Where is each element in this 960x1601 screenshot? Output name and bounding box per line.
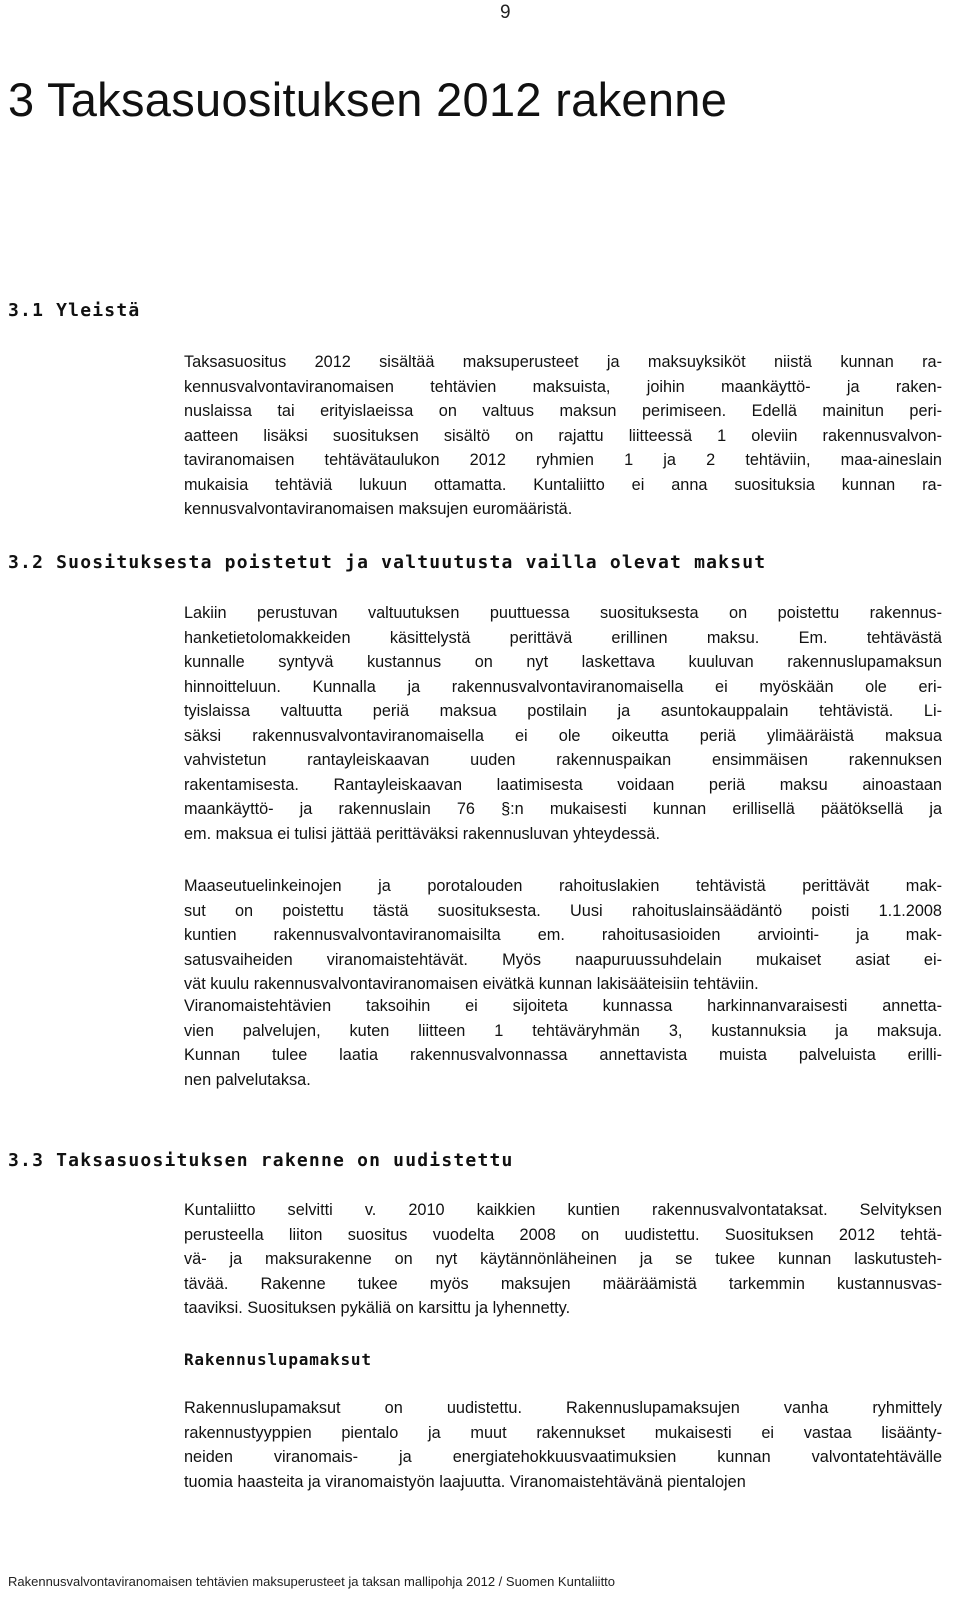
paragraph-line: Rakennuslupamaksut on uudistettu. Rakennuslupamaksujen vanha ryhmittely [184,1399,942,1417]
paragraph-line: em. maksua ei tulisi jättää perittäväksi rakennusluvan yhteydessä. [184,824,661,843]
paragraph-line: rakennustyyppien pientalo ja muut rakennukset mukaisesti ei vastaa lisäänty- [184,1423,942,1442]
paragraph-line: kunnalle syntyvä kustannus on nyt laskettava kuuluvan rakennuslupamaksun [184,653,942,671]
paragraph-line: tuomia haasteita ja viranomaistyön laajuutta. Viranomaistehtävänä pientalojen [184,1472,746,1491]
paragraph-line: rakentamisesta. Rantayleiskaavan laatimisesta voidaan periä maksu ainoastaan [184,775,942,794]
paragraph-line: hanketietolomakkeiden käsittelystä perittävä erillinen maksu. Em. tehtävästä [184,628,942,647]
paragraph-line: tyislaissa valtuutta periä maksua postilain ja asuntokauppalain tehtävistä. Li- [184,702,942,720]
paragraph-line: maankäyttö- ja rakennuslain 76 §:n mukaisesti kunnan erillisellä päätöksellä ja [184,800,942,818]
paragraph-line: vien palvelujen, kuten liitteen 1 tehtäväryhmän 3, kustannuksia ja maksuja. [184,1021,942,1040]
paragraph-line: perusteella liiton suositus vuodelta 2008 on uudistettu. Suosituksen 2012 tehtä- [184,1225,942,1244]
paragraph-line: Taksasuositus 2012 sisältää maksuperusteet ja maksuyksiköt niistä kunnan ra- [184,353,942,371]
page-title: 3 Taksasuosituksen 2012 rakenne [8,73,728,126]
paragraph [184,1396,942,1494]
paragraph-line: Kunnan tulee laatia rakennusvalvonnassa annettavista muista palveluista erilli- [184,1046,942,1064]
paragraph-line: tävää. Rakenne tukee myös maksujen määräämistä tarkemmin kustannusvas- [184,1274,942,1293]
paragraph-line: Viranomaistehtävien taksoihin ei sijoiteta kunnassa harkinnanvaraisesti annetta- [184,997,942,1015]
paragraph-line: aatteen lisäksi suosituksen sisältö on rajattu liitteessä 1 oleviin rakennusvalvon- [184,426,942,445]
page-number: 9 [500,2,511,23]
paragraph-line: nuslaissa tai erityislaeissa on valtuus maksun perimiseen. Edellä mainitun peri- [184,402,942,420]
paragraph-line: Kuntaliitto selvitti v. 2010 kaikkien kuntien rakennusvalvontataksat. Selvityksen [184,1201,942,1219]
paragraph-line: vät kuulu rakennusvalvontaviranomaisen eivätkä kunnan lakisääteisiin tehtäviin. [184,975,759,993]
paragraph-line: kuntien rakennusvalvontaviranomaisilta em. rahoitusasioiden arviointi- ja mak- [184,926,942,944]
paragraph-line: vä- ja maksurakenne on nyt käytännönläheinen ja se tukee kunnan laskutusteh- [184,1250,942,1268]
paragraph-line: neiden viranomais- ja energiatehokkuusvaatimuksien kunnan valvontatehtävälle [184,1448,942,1466]
paragraph-line: nen palvelutaksa. [184,1070,311,1089]
paragraph-line: hinnoitteluun. Kunnalla ja rakennusvalvontaviranomaisella ei myöskään ole eri- [184,677,942,696]
paragraph [184,874,942,997]
paragraph [184,601,942,846]
section-heading-3-3: 3.3 Taksasuosituksen rakenne on uudistettu [8,1150,514,1171]
paragraph-line: taviranomaisen tehtävätaulukon 2012 ryhmien 1 ja 2 tehtäviin, maa-aineslain [184,451,942,469]
paragraph-line: satusvaiheiden viranomaistehtävät. Myös naapuruussuhdelain mukaiset asiat ei- [184,950,942,969]
paragraph-line: Lakiin perustuvan valtuutuksen puuttuessa suosituksesta on poistettu rakennus- [184,604,942,622]
paragraph [184,350,942,522]
paragraph-line: vahvistetun rantayleiskaavan uuden rakennuspaikan ensimmäisen rakennuksen [184,751,942,769]
page-footer: Rakennusvalvontaviranomaisen tehtävien maksuperusteet ja taksan mallipohja 2012 / Suomen Kuntaliitto [8,1574,616,1589]
paragraph-line: sut on poistettu tästä suosituksesta. Uusi rahoituslainsäädäntö poisti 1.1.2008 [184,901,942,920]
paragraph [184,994,942,1092]
section-heading-3-2: 3.2 Suosituksesta poistetut ja valtuutusta vailla olevat maksut [8,552,767,573]
paragraph-line: taaviksi. Suosituksen pykäliä on karsittu ja lyhennetty. [184,1299,571,1317]
subheading-rakennuslupamaksut: Rakennuslupamaksut [184,1350,372,1369]
paragraph-line: kennusvalvontaviranomaisen tehtävien maksuista, joihin maankäyttö- ja raken- [184,377,942,396]
paragraph-line: mukaisia tehtäviä lukuun ottamatta. Kuntaliitto ei anna suosituksia kunnan ra- [184,475,942,494]
paragraph-line: kennusvalvontaviranomaisen maksujen euromääristä. [184,500,573,518]
paragraph-line: säksi rakennusvalvontaviranomaisella ei ole oikeutta periä ylimääräistä maksua [184,726,942,745]
section-heading-3-1: 3.1 Yleistä [8,300,141,321]
paragraph [184,1198,942,1321]
paragraph-line: Maaseutuelinkeinojen ja porotalouden rahoituslakien tehtävistä perittävät mak- [184,877,942,895]
